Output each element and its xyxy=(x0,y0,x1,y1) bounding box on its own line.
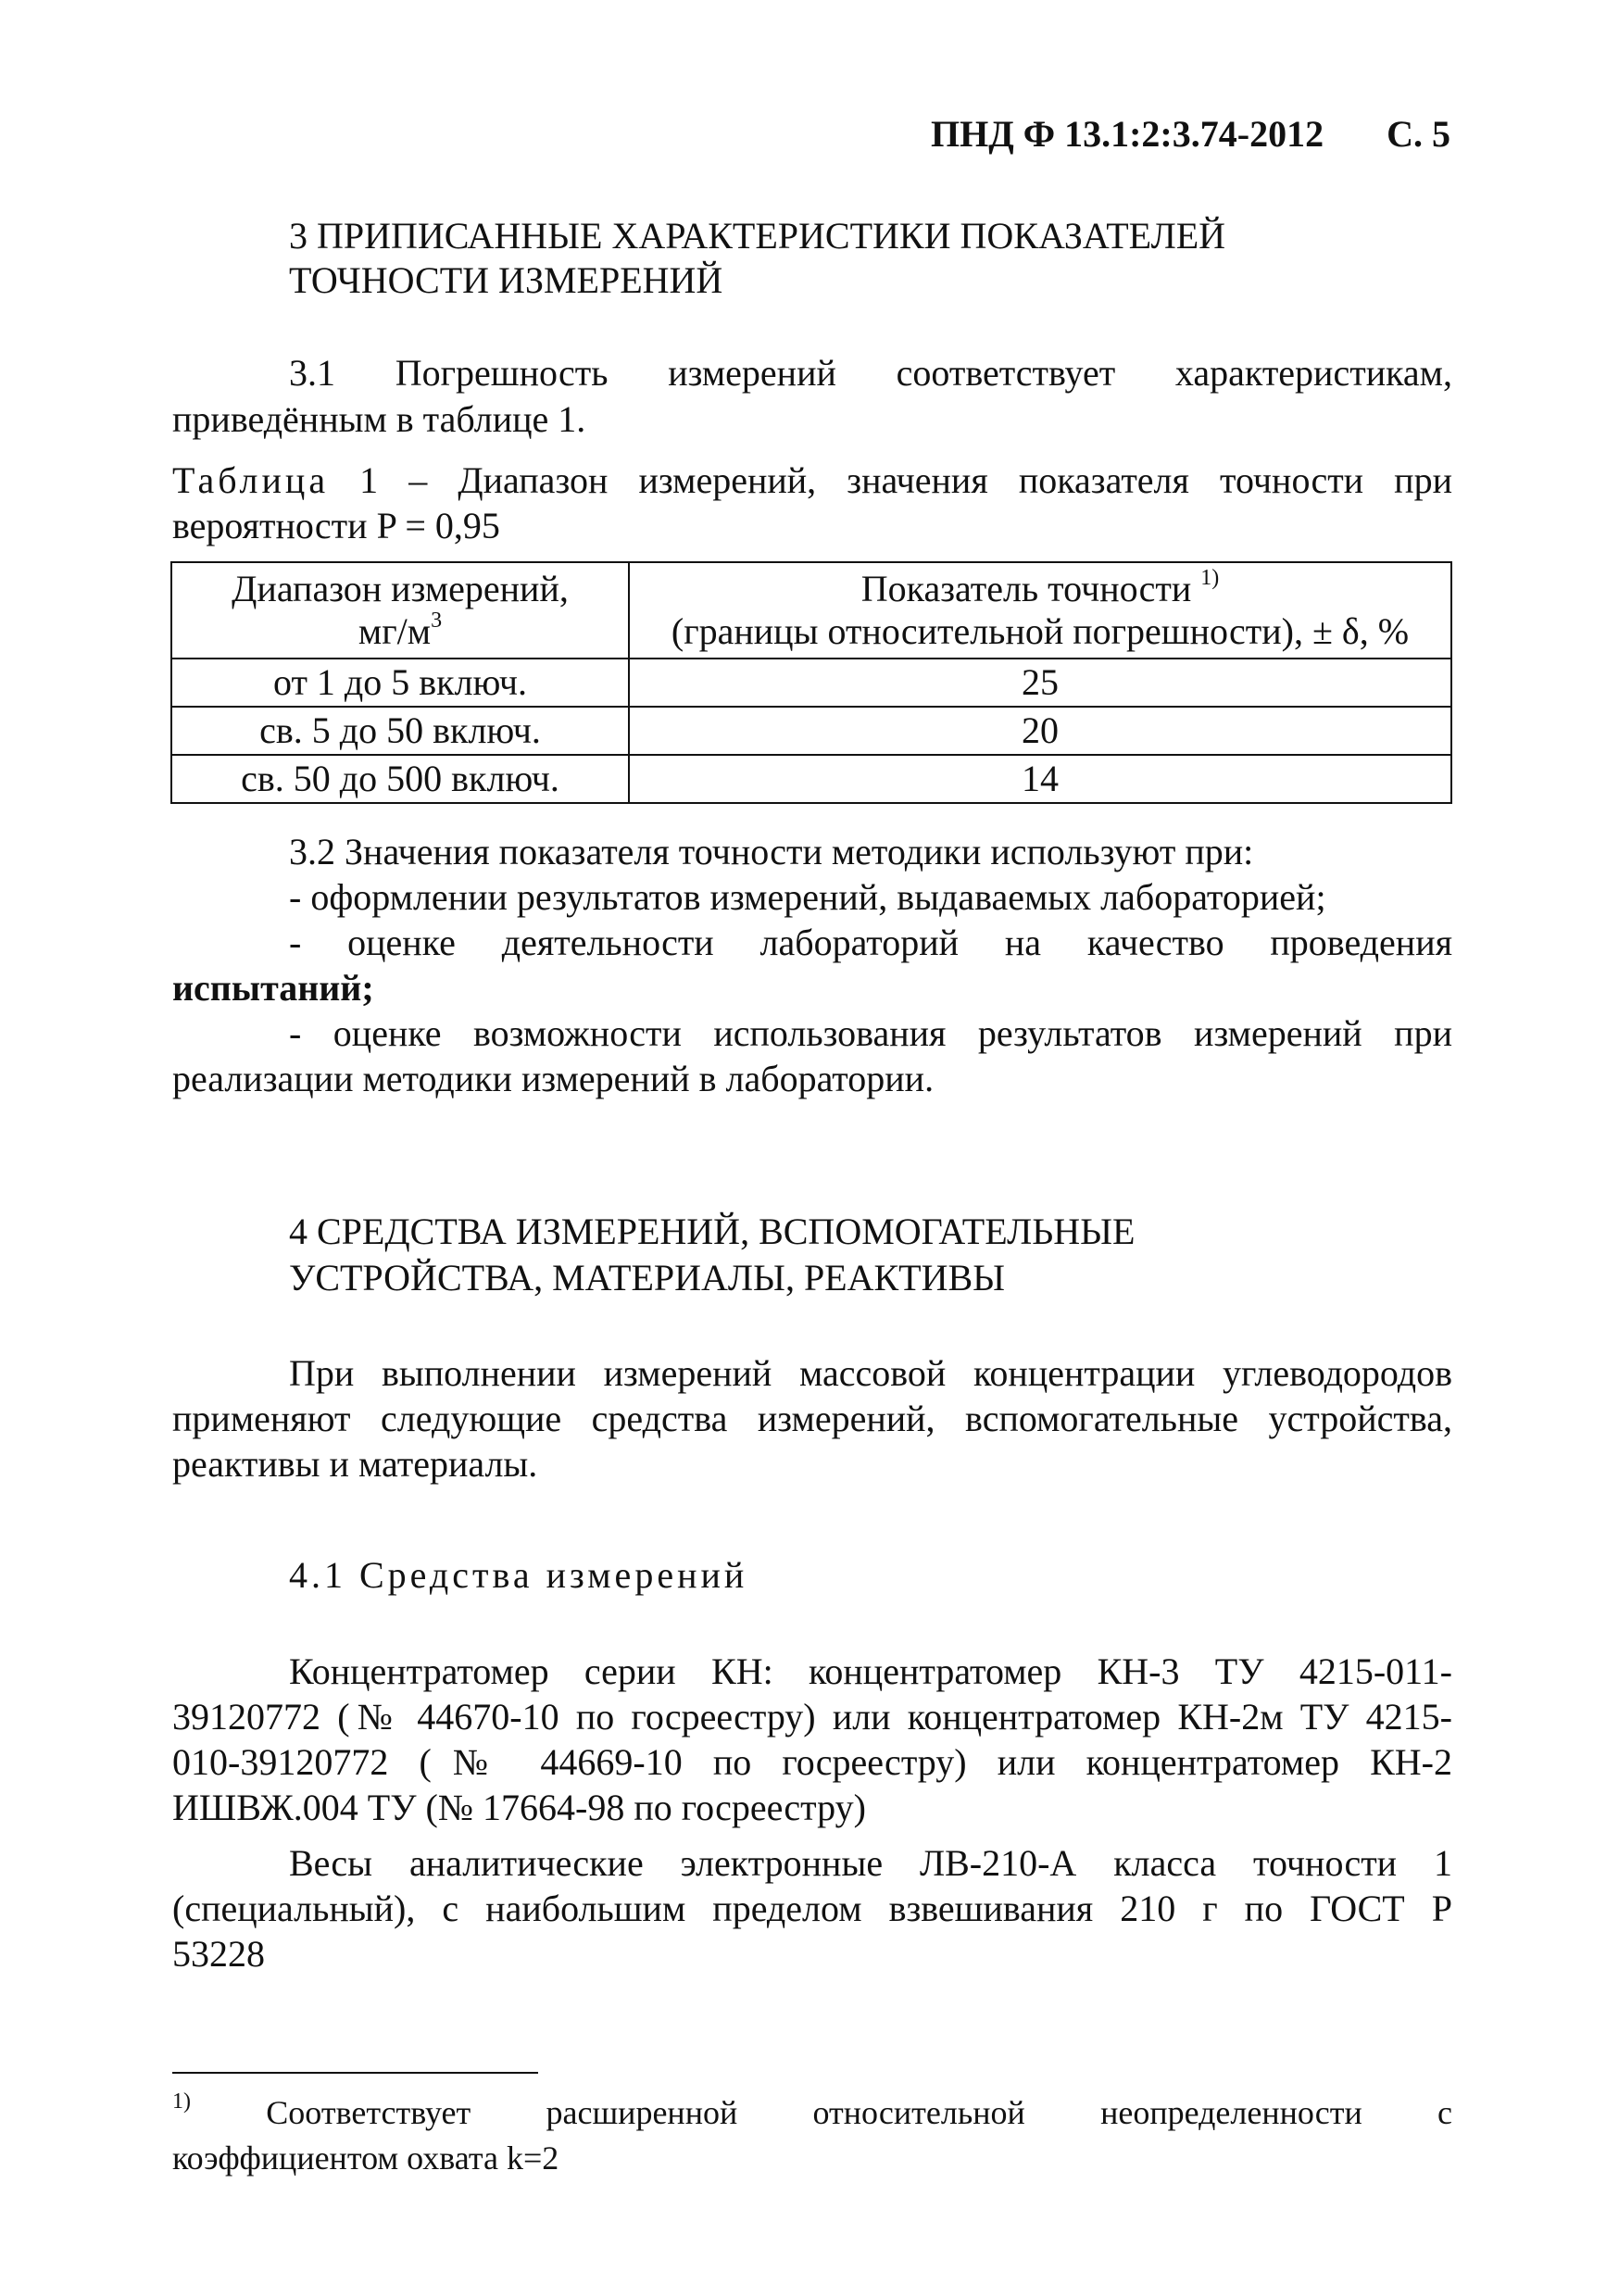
range-cell: св. 5 до 50 включ. xyxy=(171,707,629,755)
document-code: ПНД Ф 13.1:2:3.74-2012 xyxy=(931,113,1324,155)
table-caption-line1 xyxy=(172,458,1452,504)
instruments-p2-line2: (специальный), с наибольшим пределом взвешивания 210 г по ГОСТ Р xyxy=(172,1888,1452,1929)
paragraph-3-2-item2-line2: испытаний; xyxy=(172,967,374,1009)
section-4-intro-line2: применяют следующие средства измерений, вспомогательные устройства, xyxy=(172,1398,1452,1439)
footnote-text: Соответствует расширенной относительной неопределенности с xyxy=(266,2094,1452,2131)
section-3-title-line2: ТОЧНОСТИ ИЗМЕРЕНИЙ xyxy=(289,259,723,301)
value-cell: 25 xyxy=(629,659,1451,707)
paragraph-3-2-item1: - оформлении результатов измерений, выдаваемых лабораторией; xyxy=(289,876,1326,918)
value-cell: 14 xyxy=(629,755,1451,803)
paragraph-3-2-line1: 3.2 Значения показателя точности методики используют при: xyxy=(289,831,1254,872)
running-header xyxy=(931,111,1450,157)
footnote-line2: коэффициентом охвата k=2 xyxy=(172,2139,559,2177)
range-cell: св. 50 до 500 включ. xyxy=(171,755,629,803)
paragraph-3-1-line2: приведённым в таблице 1. xyxy=(172,398,586,440)
range-cell: от 1 до 5 включ. xyxy=(171,659,629,707)
section-3-title-line1: 3 ПРИПИСАННЫЕ ХАРАКТЕРИСТИКИ ПОКАЗАТЕЛЕЙ xyxy=(289,215,1226,257)
table-caption-line2: вероятности P = 0,95 xyxy=(172,505,500,546)
section-4-intro-line1: При выполнении измерений массовой концентрации углеводородов xyxy=(289,1352,1452,1394)
table-row xyxy=(171,659,1451,707)
header-accuracy-subtitle: (границы относительной погрешности), ± δ, % xyxy=(671,610,1410,652)
paragraph-3-2-item3-line1: - оценке возможности использования результатов измерений при xyxy=(289,1012,1452,1054)
header-accuracy xyxy=(629,562,1451,659)
instruments-p2-line3: 53228 xyxy=(172,1933,265,1975)
instruments-p1-line2: 39120772 (№ 44670-10 по госреестру) или концентратомер КН-2м ТУ 4215- xyxy=(172,1696,1452,1738)
value-cell: 20 xyxy=(629,707,1451,755)
table-row xyxy=(171,755,1451,803)
footnote-marker: 1) xyxy=(172,2089,191,2114)
header-range-label: Диапазон измерений, xyxy=(232,568,569,609)
footnote-line1 xyxy=(172,2089,1452,2136)
header-range-unit: мг/м xyxy=(358,610,432,652)
table-row xyxy=(171,707,1451,755)
table-caption-text: 1 – Диапазон измерений, значения показателя точности при xyxy=(359,459,1452,501)
section-4-title-line1: 4 СРЕДСТВА ИЗМЕРЕНИЙ, ВСПОМОГАТЕЛЬНЫЕ xyxy=(289,1211,1136,1252)
instruments-p2-line1: Весы аналитические электронные ЛВ-210-А класса точности 1 xyxy=(289,1842,1452,1884)
section-4-intro-line3: реактивы и материалы. xyxy=(172,1443,538,1485)
section-4-title-line2: УСТРОЙСТВА, МАТЕРИАЛЫ, РЕАКТИВЫ xyxy=(289,1257,1006,1299)
paragraph-3-2-item2-line1: - оценке деятельности лабораторий на качество проведения xyxy=(289,922,1452,963)
paragraph-3-2-item3-line2: реализации методики измерений в лаборатории. xyxy=(172,1058,935,1099)
header-range xyxy=(171,562,629,659)
footnote-ref-superscript: 1) xyxy=(1200,565,1220,590)
instruments-p1-line1: Концентратомер серии КН: концентратомер КН-3 ТУ 4215-011- xyxy=(289,1650,1452,1692)
unit-superscript: 3 xyxy=(431,608,443,633)
page-number: С. 5 xyxy=(1387,113,1450,155)
instruments-p1-line3: 010-39120772 (№ 44669-10 по госреестру) или концентратомер КН-2 xyxy=(172,1741,1452,1783)
header-accuracy-label: Показатель точности xyxy=(860,568,1192,609)
footnote-separator xyxy=(172,2072,538,2074)
table-header-row xyxy=(171,562,1451,659)
paragraph-3-1-line1: 3.1 Погрешность измерений соответствует характеристикам, xyxy=(289,352,1452,394)
table-caption-prefix: Таблица xyxy=(172,459,330,501)
subsection-4-1-title: 4.1 Средства измерений xyxy=(289,1554,748,1596)
table-1 xyxy=(170,561,1452,804)
instruments-p1-line4: ИШВЖ.004 ТУ (№ 17664-98 по госреестру) xyxy=(172,1787,866,1828)
